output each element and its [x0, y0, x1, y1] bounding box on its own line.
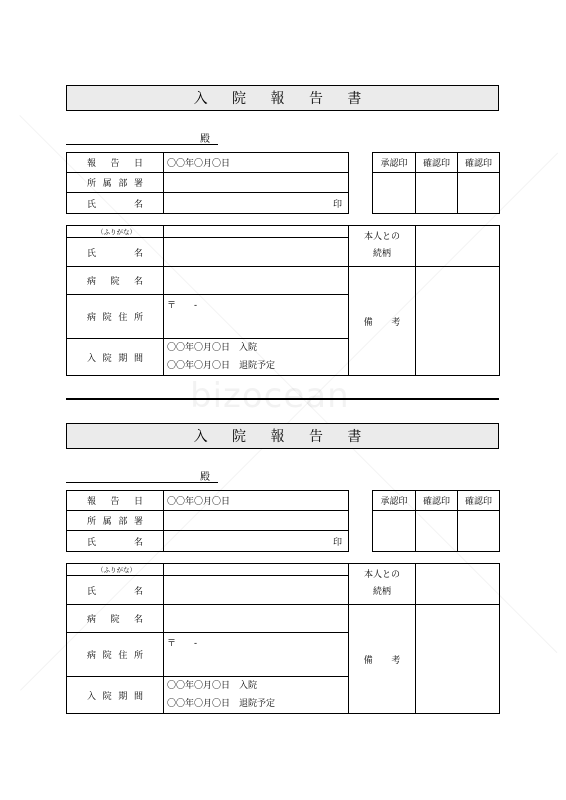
period-field[interactable]: [164, 339, 349, 376]
discharge-line: 〇〇年〇月〇日 退院予定: [167, 361, 276, 371]
form-title: 入 院 報 告 書: [66, 423, 499, 449]
remarks-label: 備 考: [349, 605, 416, 714]
report-info-table: [66, 490, 349, 552]
approval-seal-box[interactable]: [373, 173, 416, 214]
period-label: 入院期間: [67, 339, 164, 376]
period-label: 入院期間: [67, 677, 164, 714]
approval-header: 承認印: [373, 153, 416, 173]
period-field[interactable]: [164, 677, 349, 714]
name-field[interactable]: [164, 531, 349, 552]
approval-table: [372, 152, 500, 214]
hospital-name-field[interactable]: [164, 267, 349, 295]
furigana-field[interactable]: [164, 226, 349, 238]
department-field[interactable]: [164, 173, 349, 193]
furigana-label: （ふりがな）: [67, 226, 164, 238]
patient-name-field[interactable]: [164, 576, 349, 605]
approval-table: [372, 490, 500, 552]
report-form-2: [0, 423, 566, 763]
confirm-header-2: 確認印: [458, 491, 500, 511]
patient-table: [66, 225, 500, 376]
relationship-label: 本人との 続柄: [349, 564, 416, 605]
confirm-seal-box-2[interactable]: [458, 511, 500, 552]
confirm-seal-box-1[interactable]: [416, 511, 458, 552]
hospital-address-field[interactable]: [164, 633, 349, 677]
addressee-suffix: 殿: [200, 134, 210, 145]
hospital-name-label: 病 院 名: [67, 267, 164, 295]
department-field[interactable]: [164, 511, 349, 531]
addressee-line[interactable]: [66, 130, 218, 145]
patient-name-field[interactable]: [164, 238, 349, 267]
hospital-name-label: 病 院 名: [67, 605, 164, 633]
furigana-label: （ふりがな）: [67, 564, 164, 576]
watermark: bizocean: [190, 376, 350, 416]
hospital-address-label: 病院住所: [67, 295, 164, 339]
report-date-label: 報 告 日: [67, 491, 164, 511]
admission-line: 〇〇年〇月〇日 入院: [167, 681, 258, 691]
confirm-seal-box-1[interactable]: [416, 173, 458, 214]
department-label: 所属部署: [67, 173, 164, 193]
approval-header: 承認印: [373, 491, 416, 511]
report-date-label: 報 告 日: [67, 153, 164, 173]
approval-seal-box[interactable]: [373, 511, 416, 552]
seal-mark: 印: [332, 199, 342, 210]
form-title: 入 院 報 告 書: [66, 85, 499, 111]
relationship-label: 本人との 続柄: [349, 226, 416, 267]
remarks-field[interactable]: [416, 605, 500, 714]
remarks-label: 備 考: [349, 267, 416, 376]
hospital-address-label: 病院住所: [67, 633, 164, 677]
name-label: 氏 名: [67, 531, 164, 552]
addressee-line[interactable]: [66, 468, 218, 483]
report-date-field[interactable]: 〇〇年〇月〇日: [164, 491, 349, 511]
report-date-field[interactable]: 〇〇年〇月〇日: [164, 153, 349, 173]
name-label: 氏 名: [67, 193, 164, 214]
postal-prefix: 〒 -: [167, 639, 198, 649]
hospital-address-field[interactable]: [164, 295, 349, 339]
relationship-field[interactable]: [416, 226, 500, 267]
confirm-header-2: 確認印: [458, 153, 500, 173]
confirm-seal-box-2[interactable]: [458, 173, 500, 214]
discharge-line: 〇〇年〇月〇日 退院予定: [167, 699, 276, 709]
confirm-header-1: 確認印: [416, 153, 458, 173]
seal-mark: 印: [332, 537, 342, 548]
patient-name-label: 氏 名: [67, 576, 164, 605]
confirm-header-1: 確認印: [416, 491, 458, 511]
patient-table: [66, 563, 500, 714]
report-form-1: [0, 85, 566, 425]
name-field[interactable]: [164, 193, 349, 214]
patient-name-label: 氏 名: [67, 238, 164, 267]
admission-line: 〇〇年〇月〇日 入院: [167, 343, 258, 353]
hospital-name-field[interactable]: [164, 605, 349, 633]
relationship-field[interactable]: [416, 564, 500, 605]
addressee-suffix: 殿: [200, 472, 210, 483]
furigana-field[interactable]: [164, 564, 349, 576]
department-label: 所属部署: [67, 511, 164, 531]
postal-prefix: 〒 -: [167, 301, 198, 311]
